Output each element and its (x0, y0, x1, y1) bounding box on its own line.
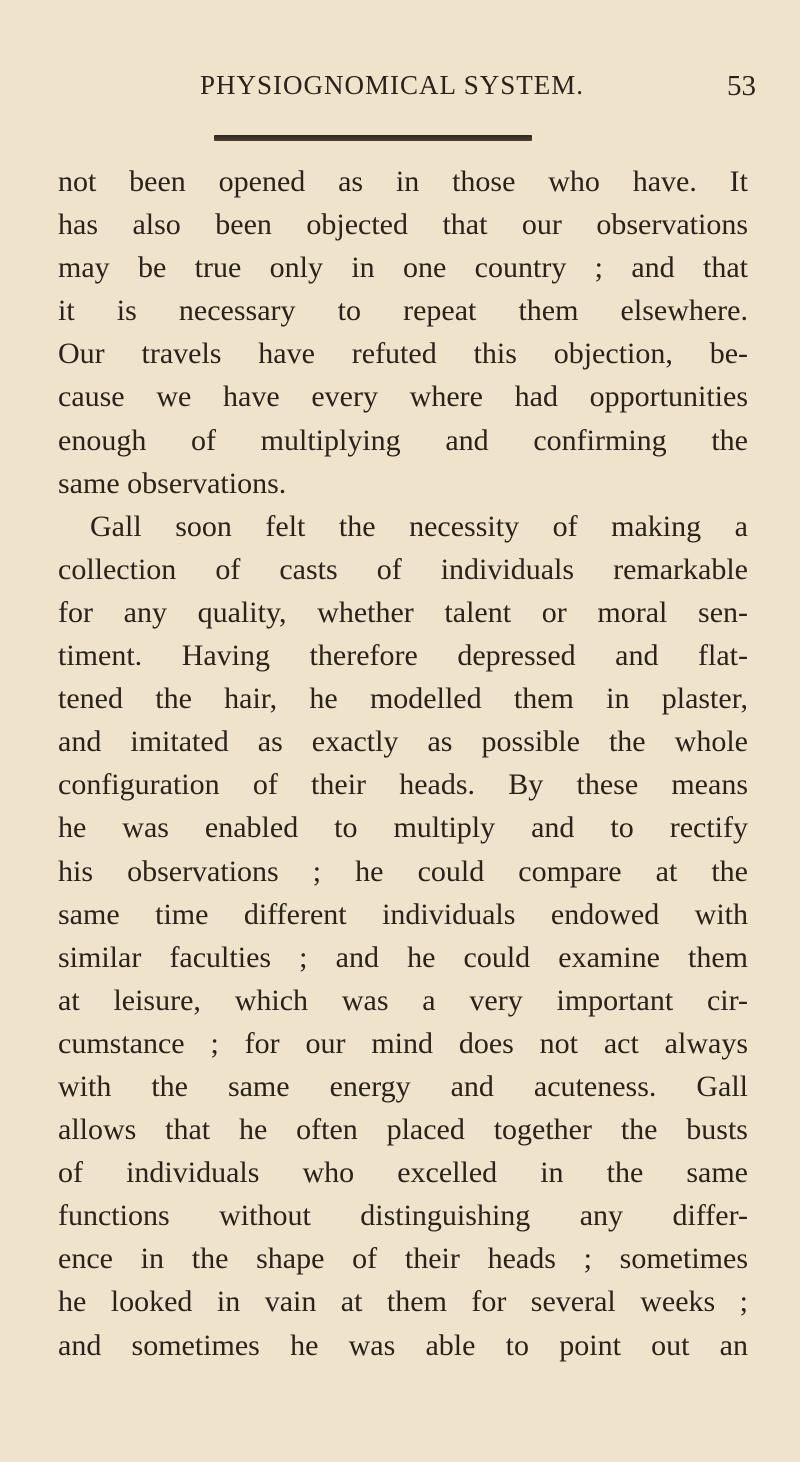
text-line: Our travels have refuted this objection, be- (58, 337, 748, 371)
text-line: enough of multiplying and confirming the (58, 423, 748, 457)
text-line: functions without distinguishing any differ- (58, 1199, 748, 1233)
text-line: collection of casts of individuals remarkable (58, 552, 748, 586)
paragraph-last-line: same observations. (58, 466, 287, 500)
running-title: PHYSIOGNOMICAL SYSTEM. (200, 70, 585, 100)
running-head (0, 70, 800, 110)
text-line: not been opened as in those who have. It (58, 165, 748, 198)
text-line: at leisure, which was a very important cir- (58, 983, 748, 1017)
text-line: of individuals who excelled in the same (58, 1156, 748, 1190)
text-line: tened the hair, he modelled them in plaster, (58, 682, 748, 716)
text-line: for any quality, whether talent or moral sen- (58, 595, 748, 629)
text-line: timent. Having therefore depressed and flat- (58, 639, 748, 673)
text-line: and imitated as exactly as possible the whole (58, 725, 748, 759)
header-rule (214, 135, 532, 141)
body-text (58, 160, 748, 1367)
page-number: 53 (727, 70, 756, 102)
paragraph-first-line: Gall soon felt the necessity of making a (90, 509, 748, 543)
text-line: may be true only in one country ; and that (58, 251, 748, 285)
text-line: ence in the shape of their heads ; sometimes (58, 1242, 748, 1276)
text-line: allows that he often placed together the busts (58, 1113, 748, 1147)
text-line: configuration of their heads. By these means (58, 768, 748, 802)
text-line: with the same energy and acuteness. Gall (58, 1069, 748, 1103)
text-line: cumstance ; for our mind does not act always (58, 1026, 748, 1060)
text-line: and sometimes he was able to point out an (58, 1328, 748, 1362)
text-line: his observations ; he could compare at the (58, 854, 748, 888)
text-line: it is necessary to repeat them elsewhere. (58, 294, 748, 328)
text-line: same time different individuals endowed with (58, 897, 748, 931)
text-line: he looked in vain at them for several weeks ; (58, 1285, 748, 1319)
text-line: cause we have every where had opportunities (58, 380, 748, 414)
text-line: has also been objected that our observations (58, 208, 748, 242)
text-line: he was enabled to multiply and to rectify (58, 811, 748, 845)
text-line: similar faculties ; and he could examine them (58, 940, 748, 974)
